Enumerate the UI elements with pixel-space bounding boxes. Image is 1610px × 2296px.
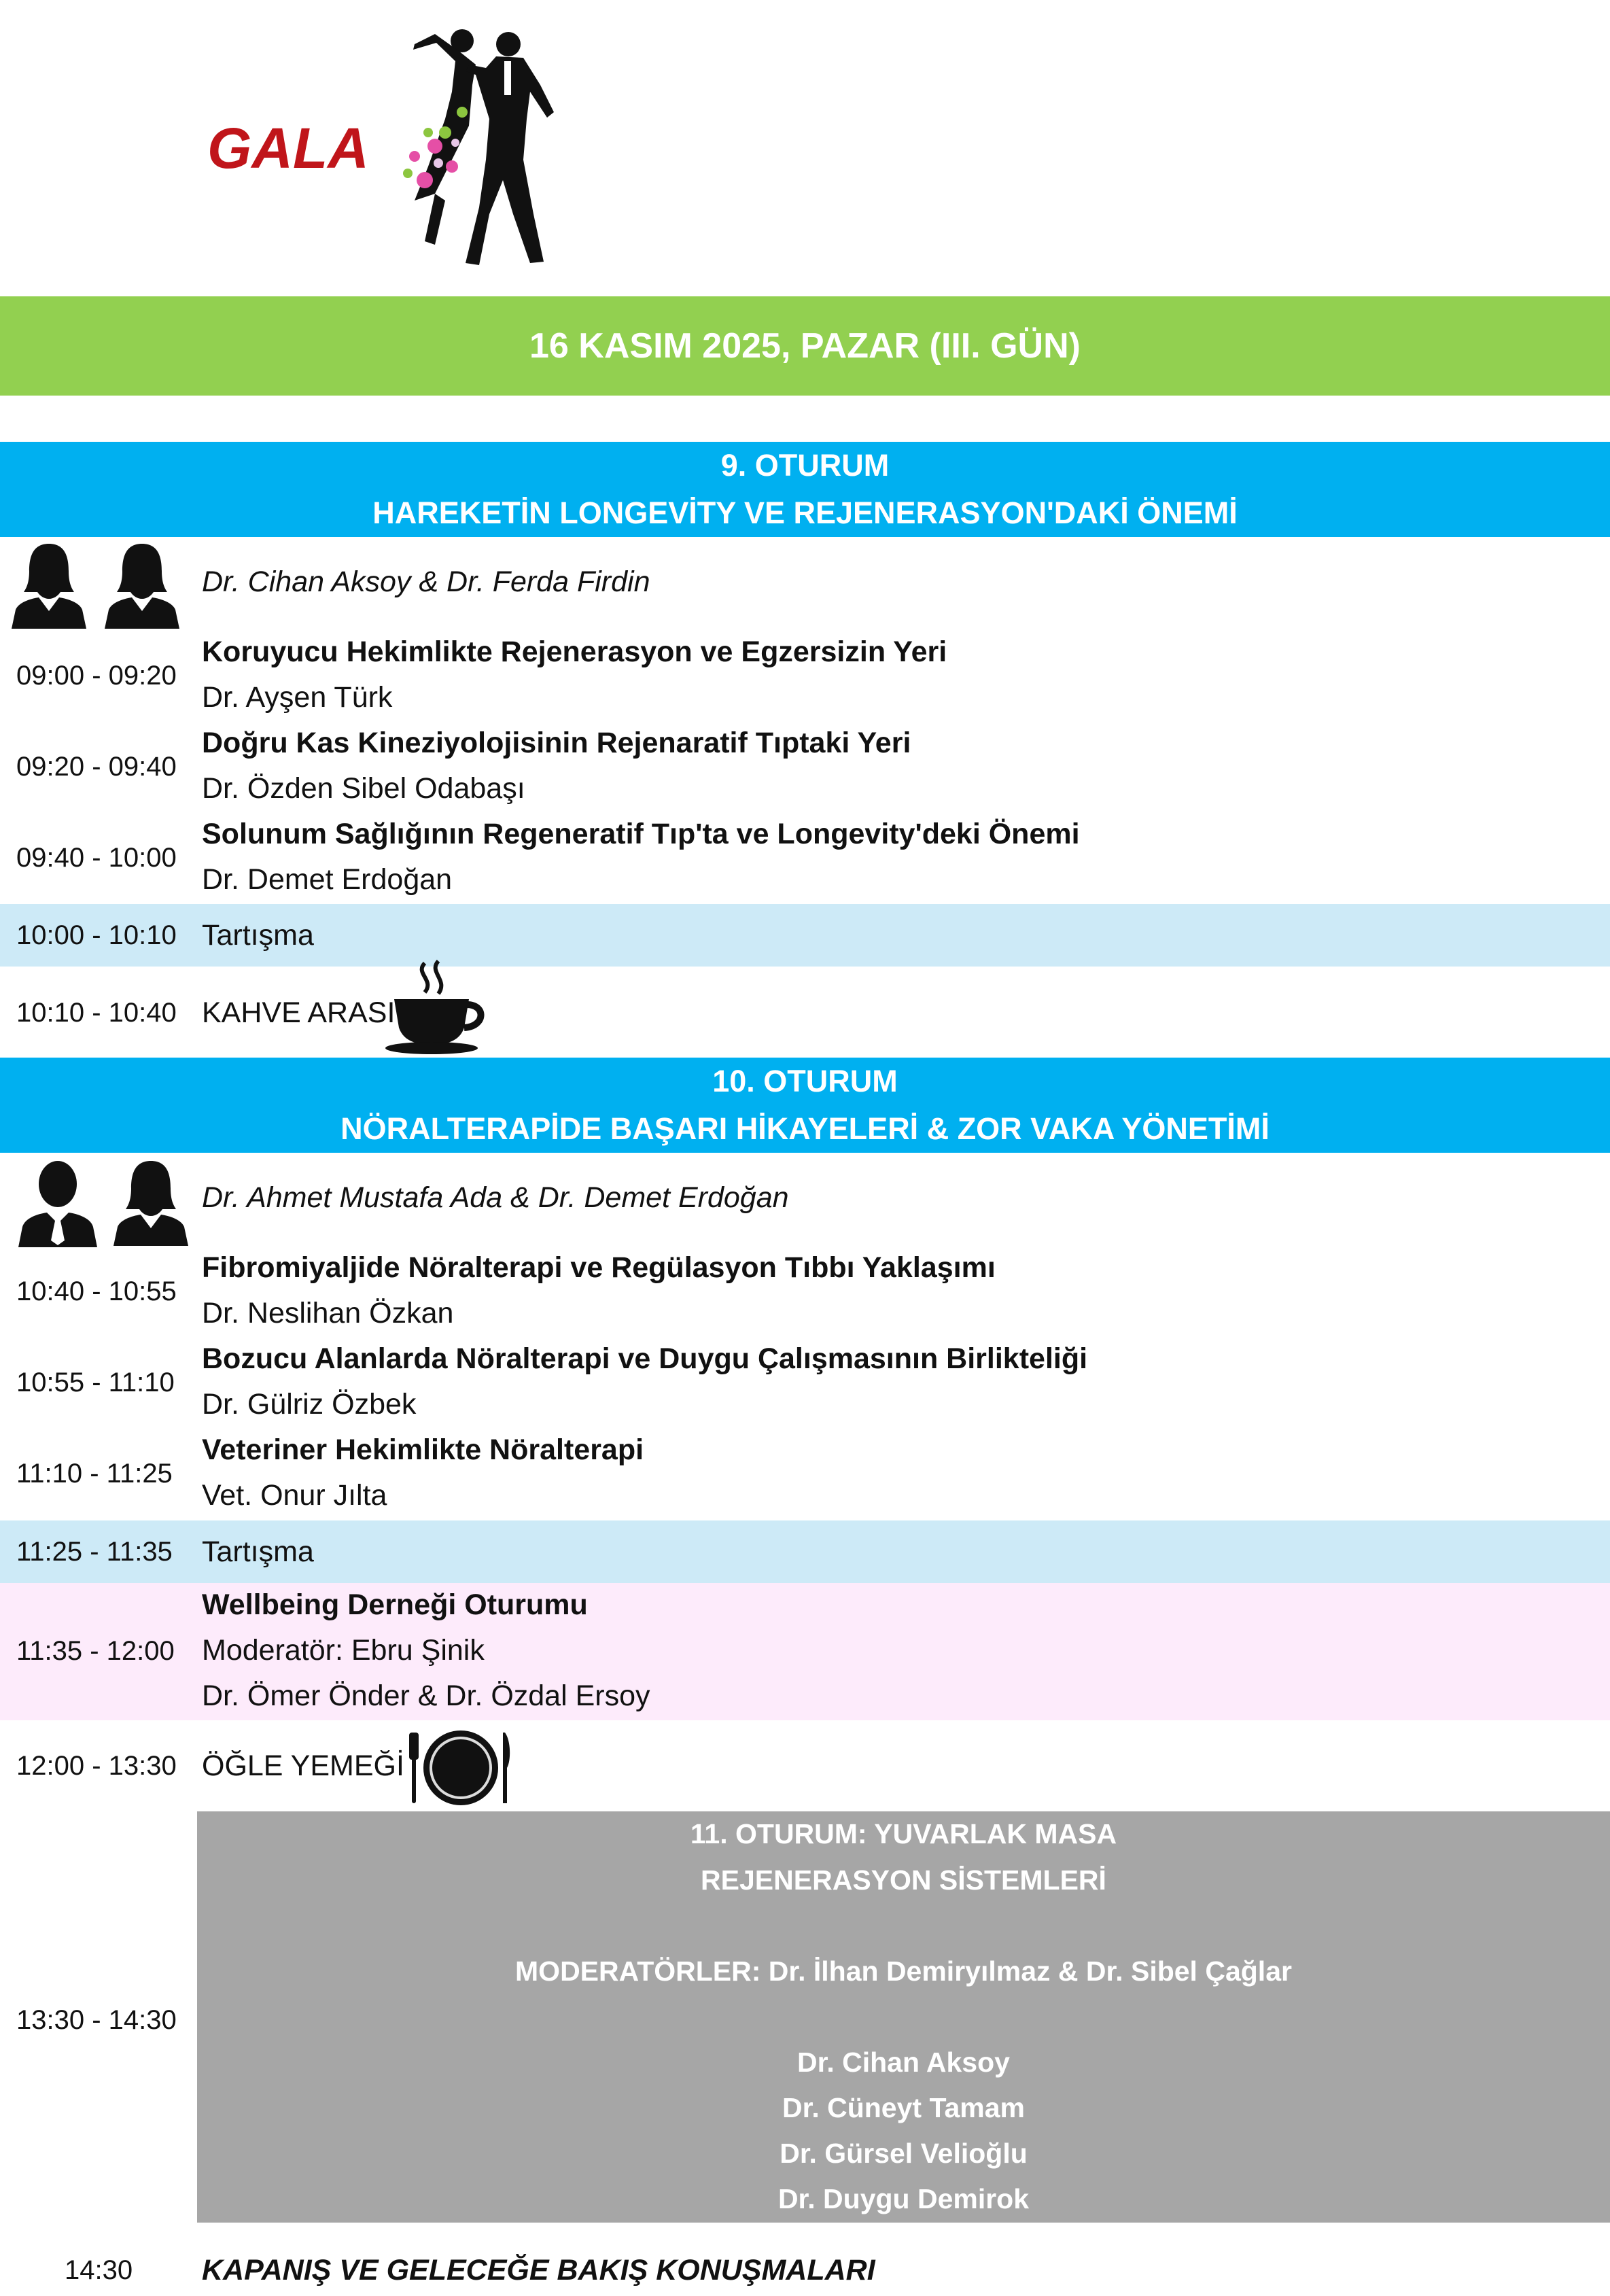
session-11-title: REJENERASYON SİSTEMLERİ	[701, 1864, 1106, 1896]
talk-title: Veteriner Hekimlikte Nöralterapi	[202, 1433, 644, 1466]
talk-title: Solunum Sağlığının Regeneratif Tıp'ta ve Longevity'deki Önemi	[202, 818, 1080, 850]
wellbeing-speakers: Dr. Ömer Önder & Dr. Özdal Ersoy	[202, 1680, 650, 1712]
talk-time: 10:55 - 11:10	[16, 1368, 175, 1397]
session-11-roundtable	[197, 1811, 1610, 2223]
wellbeing-title: Wellbeing Derneği Oturumu	[202, 1588, 588, 1621]
session-9-title: HAREKETİN LONGEVİTY VE REJENERASYON'DAKİ ÖNEMİ	[372, 495, 1238, 530]
session-11-moderators: MODERATÖRLER: Dr. İlhan Demiryılmaz & Dr. Sibel Çağlar	[515, 1955, 1292, 1987]
lunch-label: ÖĞLE YEMEĞİ	[202, 1750, 404, 1782]
female-person-icon	[103, 540, 181, 629]
day-title-band: 16 KASIM 2025, PAZAR (III. GÜN)	[0, 296, 1610, 396]
session-9-number: 9. OTURUM	[720, 448, 890, 483]
plate-fork-knife-icon	[408, 1727, 513, 1809]
talk-row	[0, 1339, 1610, 1431]
coffee-label: KAHVE ARASI	[202, 996, 396, 1029]
session-10-number: 10. OTURUM	[712, 1064, 898, 1098]
talk-speaker: Dr. Neslihan Özkan	[202, 1297, 454, 1329]
coffee-time: 10:10 - 10:40	[16, 998, 177, 1028]
talk-speaker: Vet. Onur Jılta	[202, 1479, 387, 1512]
session-9-header	[0, 442, 1610, 537]
discussion-label: Tartışma	[202, 919, 314, 952]
discussion-row	[0, 1520, 1610, 1583]
panelist: Dr. Cüneyt Tamam	[782, 2092, 1025, 2123]
talk-row	[0, 1248, 1610, 1340]
panelist: Dr. Cihan Aksoy	[797, 2047, 1010, 2078]
talk-time: 10:40 - 10:55	[16, 1276, 177, 1306]
talk-time: 09:40 - 10:00	[16, 843, 177, 873]
talk-row	[0, 632, 1610, 724]
session-11-number: 11. OTURUM: YUVARLAK MASA	[690, 1818, 1117, 1849]
talk-title: Doğru Kas Kineziyolojisinin Rejenaratif Tıptaki Yeri	[202, 727, 911, 759]
talk-time: 09:00 - 09:20	[16, 661, 177, 691]
session-9-chairs: Dr. Cihan Aksoy & Dr. Ferda Firdin	[202, 566, 650, 598]
lunch-row	[0, 1720, 1610, 1811]
female-person-icon	[10, 540, 88, 629]
talk-speaker: Dr. Gülriz Özbek	[202, 1388, 417, 1421]
dancing-couple-icon	[387, 10, 571, 279]
panelist: Dr. Duygu Demirok	[777, 2183, 1030, 2214]
talk-time: 11:10 - 11:25	[16, 1459, 173, 1489]
session-10-title: NÖRALTERAPİDE BAŞARI HİKAYELERİ & ZOR VAKA YÖNETİMİ	[340, 1111, 1270, 1146]
wellbeing-session-row	[0, 1583, 1610, 1720]
talk-speaker: Dr. Ayşen Türk	[202, 681, 393, 714]
talk-time: 09:20 - 09:40	[16, 752, 177, 782]
closing-label: KAPANIŞ VE GELECEĞE BAKIŞ KONUŞMALARI	[202, 2254, 875, 2286]
coffee-cup-icon	[384, 960, 493, 1055]
coffee-break-row	[0, 967, 1610, 1056]
talk-row	[0, 1430, 1610, 1522]
wellbeing-time: 11:35 - 12:00	[16, 1636, 175, 1666]
talk-speaker: Dr. Demet Erdoğan	[202, 863, 453, 896]
discussion-time: 11:25 - 11:35	[16, 1537, 173, 1567]
talk-row	[0, 814, 1610, 906]
lunch-time: 12:00 - 13:30	[16, 1751, 177, 1781]
talk-title: Koruyucu Hekimlikte Rejenerasyon ve Egzersizin Yeri	[202, 636, 947, 668]
talk-row	[0, 723, 1610, 815]
female-person-icon	[112, 1158, 190, 1246]
session-11-time: 13:30 - 14:30	[16, 2005, 177, 2035]
discussion-row	[0, 904, 1610, 967]
discussion-time: 10:00 - 10:10	[16, 920, 177, 950]
talk-title: Bozucu Alanlarda Nöralterapi ve Duygu Çalışmasının Birlikteliği	[202, 1342, 1088, 1375]
wellbeing-moderator: Moderatör: Ebru Şinik	[202, 1634, 485, 1667]
discussion-label: Tartışma	[202, 1535, 314, 1568]
talk-speaker: Dr. Özden Sibel Odabaşı	[202, 772, 525, 805]
session-10-chairs: Dr. Ahmet Mustafa Ada & Dr. Demet Erdoğan	[202, 1181, 789, 1214]
talk-title: Fibromiyaljide Nöralterapi ve Regülasyon Tıbbı Yaklaşımı	[202, 1251, 996, 1284]
panelist: Dr. Gürsel Velioğlu	[780, 2138, 1028, 2169]
male-person-icon	[17, 1155, 99, 1247]
closing-time: 14:30	[65, 2255, 133, 2285]
gala-label: GALA	[207, 116, 369, 180]
session-10-header	[0, 1058, 1610, 1153]
